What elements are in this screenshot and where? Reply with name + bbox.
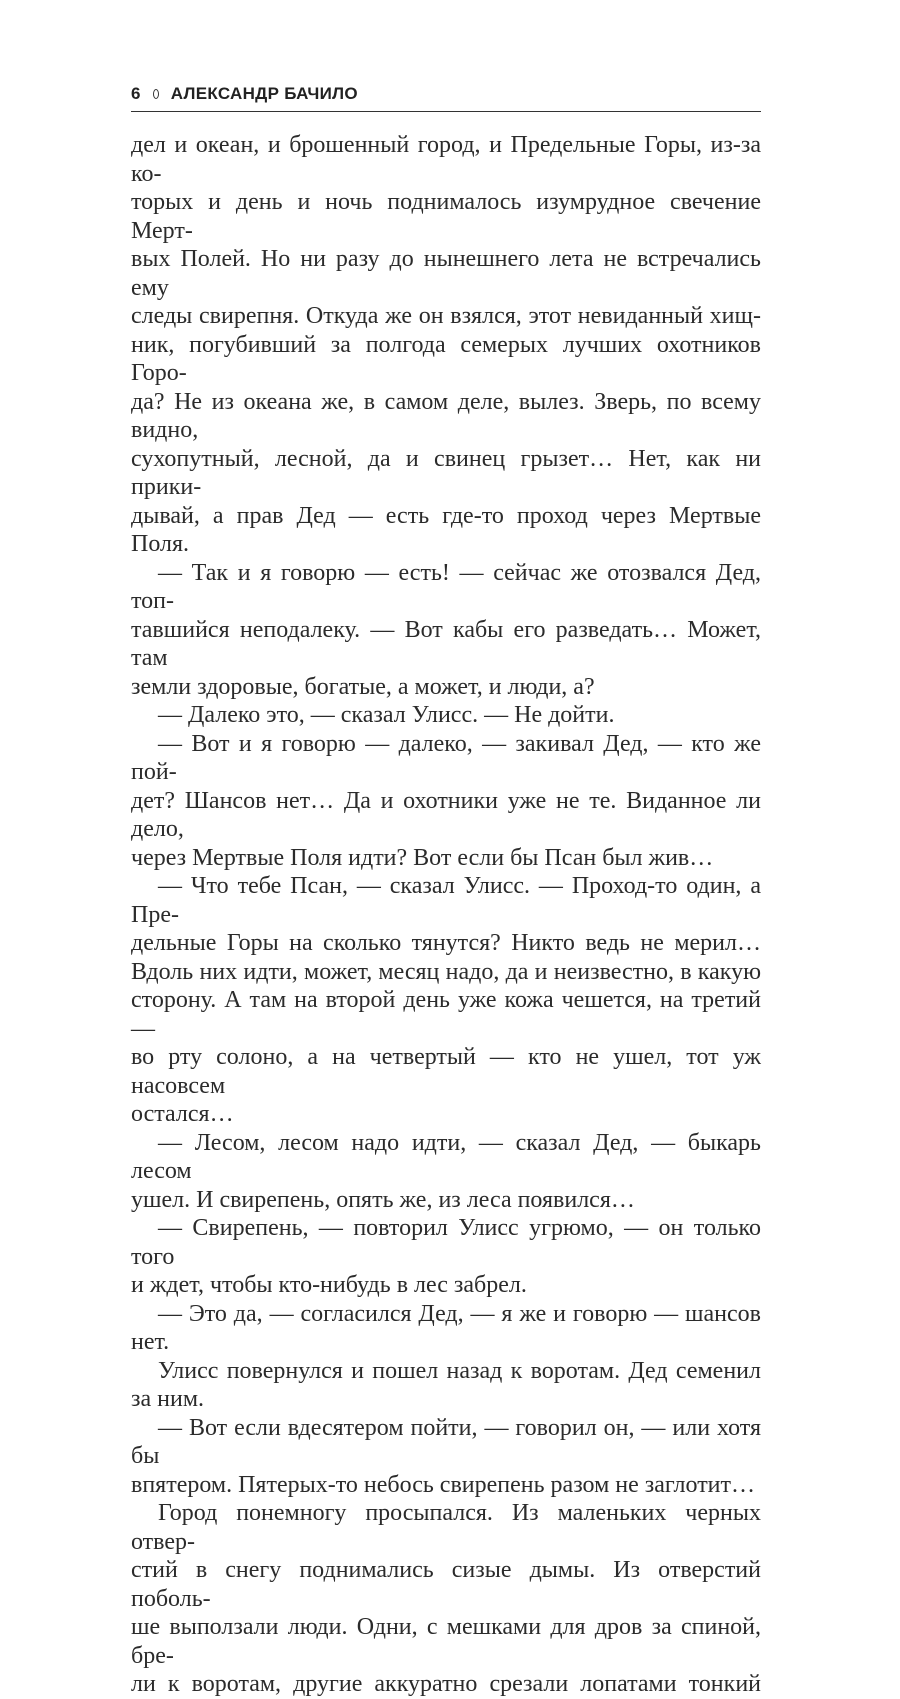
text-line: дел и океан, и брошенный город, и Предельные Горы, из-за ко- (131, 132, 761, 187)
text-line: Улисс повернулся и пошел назад к воротам. Дед семенил (158, 1357, 761, 1384)
text-line: дет? Шансов нет… Да и охотники уже не те. Виданное ли дело, (131, 787, 761, 842)
text-line: земли здоровые, богатые, а может, и люди, а? (131, 673, 595, 700)
header-rule (131, 111, 761, 112)
text-line: и ждет, чтобы кто-нибудь в лес забрел. (131, 1272, 527, 1298)
text-line: — Вот и я говорю — далеко, — закивал Дед, — кто же пой- (131, 730, 761, 785)
text-line: ушел. И свирепень, опять же, из леса появился… (131, 1186, 635, 1213)
text-line: сторону. А там на второй день уже кожа чешется, на третий — (131, 987, 761, 1042)
text-line: торых и день и ночь поднималось изумрудное свечение Мерт- (131, 189, 761, 244)
author-name: АЛЕКСАНДР БАЧИЛО (170, 84, 358, 103)
text-line: дельные Горы на сколько тянутся? Никто ведь не мерил… (131, 930, 761, 956)
text-line: Город понемногу просыпался. Из маленьких черных отвер- (131, 1500, 761, 1555)
text-line: ник, погубивший за полгода семерых лучших охотников Горо- (131, 331, 761, 386)
text-line: — Что тебе Псан, — сказал Улисс. — Проход-то один, а Пре- (131, 873, 761, 928)
diamond-ornament-icon (153, 89, 159, 99)
text-line: стий в снегу поднимались сизые дымы. Из отверстий поболь- (131, 1557, 761, 1612)
text-line: нет. (131, 1329, 170, 1355)
text-line: остался… (131, 1101, 234, 1127)
body-text (131, 131, 761, 1699)
text-line: следы свирепня. Откуда же он взялся, этот невиданный хищ- (131, 303, 761, 329)
text-line: — Так и я говорю — есть! — сейчас же отозвался Дед, топ- (131, 559, 761, 614)
text-line: — Вот если вдесятером пойти, — говорил он, — или хотя бы (131, 1414, 761, 1469)
text-line: через Мертвые Поля идти? Вот если бы Псан был жив… (131, 844, 714, 871)
text-line: ше выползали люди. Одни, с мешками для дров за спиной, бре- (131, 1614, 761, 1669)
running-head (131, 84, 358, 104)
text-line: — Лесом, лесом надо идти, — сказал Дед, — быкарь лесом (131, 1129, 761, 1184)
text-line: Вдоль них идти, может, месяц надо, да и неизвестно, в какую (131, 958, 761, 985)
text-line: да? Не из океана же, в самом деле, вылез. Зверь, по всему видно, (131, 388, 761, 443)
text-line: дывай, а прав Дед — есть где-то проход через Мертвые Поля. (131, 502, 761, 557)
text-line: тавшийся неподалеку. — Вот кабы его разведать… Может, там (131, 616, 761, 671)
text-line: ли к воротам, другие аккуратно срезали лопатами тонкий (131, 1671, 761, 1697)
text-line: — Далеко это, — сказал Улисс. — Не дойти. (158, 702, 615, 728)
text-line: за ним. (131, 1386, 205, 1412)
text-line: — Это да, — согласился Дед, — я же и говорю — шансов (158, 1300, 761, 1327)
text-line: вых Полей. Но ни разу до нынешнего лета не встречались ему (131, 246, 761, 301)
text-line: — Свирепень, — повторил Улисс угрюмо, — он только того (131, 1215, 761, 1270)
text-line: сухопутный, лесной, да и свинец грызет… Нет, как ни прики- (131, 445, 761, 500)
text-line: впятером. Пятерых-то небось свирепень разом не заглотит… (131, 1471, 756, 1498)
page-number: 6 (131, 84, 141, 103)
text-line: во рту солоно, а на четвертый — кто не ушел, тот уж насовсем (131, 1044, 761, 1099)
